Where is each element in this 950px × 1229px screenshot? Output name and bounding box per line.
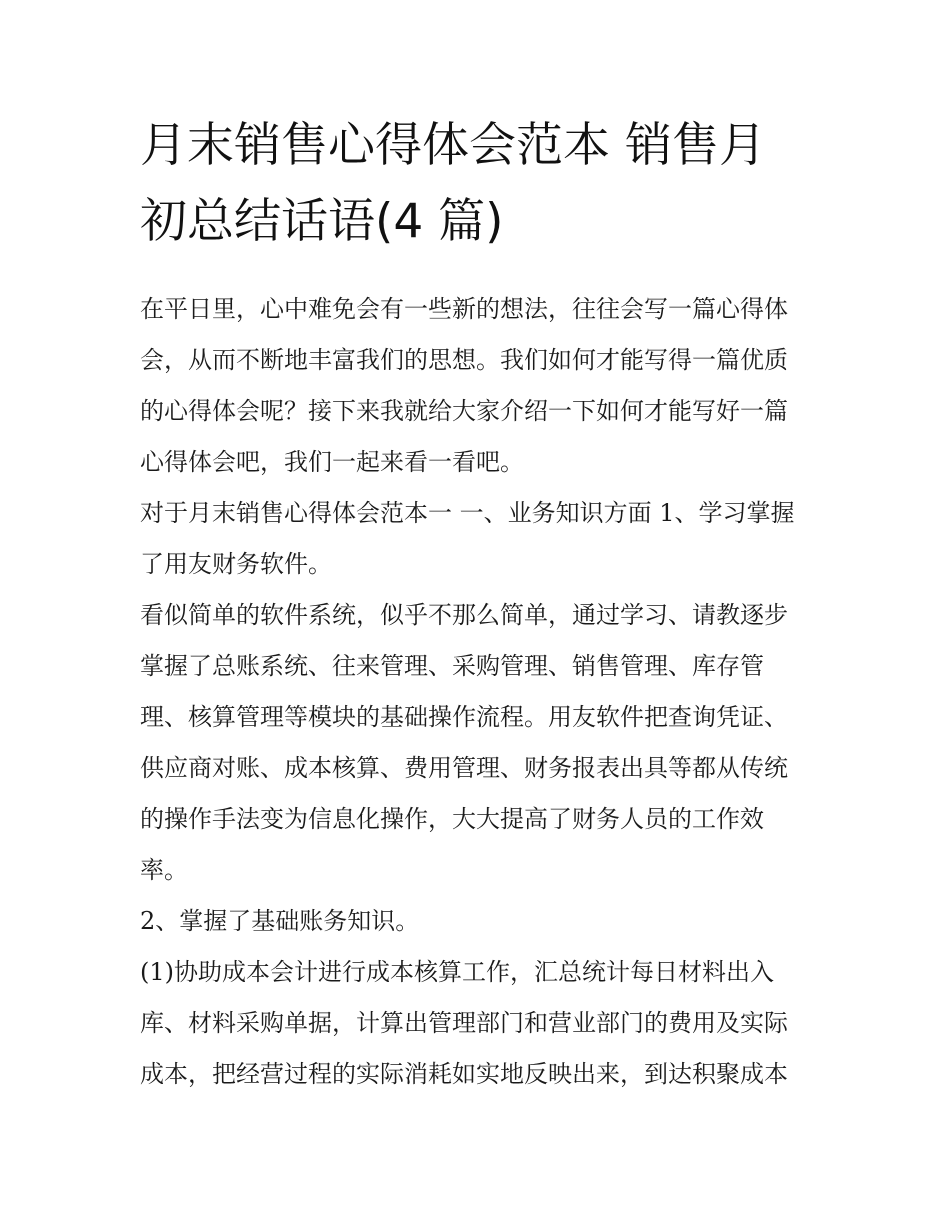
title-line: 初总结话语(4 篇) [140, 194, 504, 249]
document-body [140, 284, 815, 1100]
document-page [140, 108, 815, 1100]
text-line: 在平日里，心中难免会有一些新的想法，往往会写一篇心得体 [140, 295, 788, 323]
paragraph-section-one [140, 488, 815, 590]
text-line: 看似简单的软件系统，似乎不那么简单，通过学习、请教逐步 [140, 601, 788, 629]
text-line: 了用友财务软件。 [140, 550, 332, 578]
text-line: 理、核算管理等模块的基础操作流程。用友软件把查询凭证、 [140, 703, 788, 731]
title-line: 月末销售心得体会范本 销售月 [140, 118, 766, 173]
text-line: 会，从而不断地丰富我们的思想。我们如何才能写得一篇优质 [140, 346, 788, 374]
paragraph-intro [140, 284, 815, 488]
document-title [140, 108, 815, 260]
text-line: 掌握了总账系统、往来管理、采购管理、销售管理、库存管 [140, 652, 764, 680]
text-line: 的心得体会呢？接下来我就给大家介绍一下如何才能写好一篇 [140, 397, 788, 425]
text-line: 对于月末销售心得体会范本一 一、业务知识方面 1、学习掌握 [140, 499, 795, 527]
paragraph-software [140, 590, 815, 896]
text-line: 的操作手法变为信息化操作，大大提高了财务人员的工作效 [140, 805, 764, 833]
text-line: 心得体会吧，我们一起来看一看吧。 [140, 448, 524, 476]
paragraph-cost-accounting [140, 947, 815, 1100]
text-line: 库、材料采购单据，计算出管理部门和营业部门的费用及实际 [140, 1009, 788, 1037]
text-line: 2、掌握了基础账务知识。 [140, 907, 420, 935]
paragraph-accounting-heading [140, 896, 815, 947]
text-line: 率。 [140, 856, 188, 884]
text-line: 成本，把经营过程的实际消耗如实地反映出来，到达积聚成本 [140, 1060, 788, 1088]
text-line: 供应商对账、成本核算、费用管理、财务报表出具等都从传统 [140, 754, 788, 782]
text-line: (1)协助成本会计进行成本核算工作，汇总统计每日材料出入 [140, 958, 774, 986]
